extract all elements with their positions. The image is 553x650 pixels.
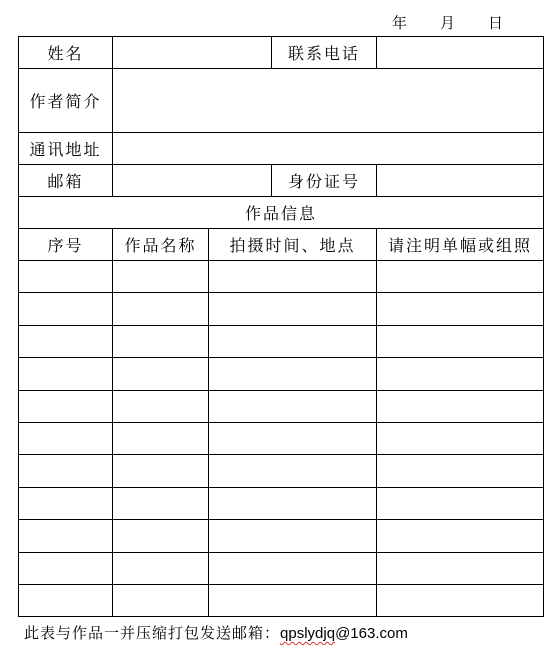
work-type-cell[interactable] bbox=[377, 358, 544, 390]
email-label: 邮箱 bbox=[19, 165, 113, 197]
works-header-index: 序号 bbox=[19, 229, 113, 261]
day-label: 日 bbox=[488, 14, 505, 32]
address-field[interactable] bbox=[113, 133, 544, 165]
work-index-cell[interactable] bbox=[19, 261, 113, 293]
work-title-cell[interactable] bbox=[113, 325, 209, 357]
work-type-cell[interactable] bbox=[377, 520, 544, 552]
year-label: 年 bbox=[392, 14, 409, 32]
work-type-cell[interactable] bbox=[377, 293, 544, 325]
bio-field[interactable] bbox=[113, 69, 544, 133]
phone-field[interactable] bbox=[377, 37, 544, 69]
footer-email-user: qpslydjq bbox=[280, 625, 336, 642]
name-field[interactable] bbox=[113, 37, 272, 69]
month-label: 月 bbox=[440, 14, 457, 32]
work-index-cell[interactable] bbox=[19, 584, 113, 616]
work-row bbox=[19, 520, 544, 552]
work-title-cell[interactable] bbox=[113, 422, 209, 454]
work-title-cell[interactable] bbox=[113, 390, 209, 422]
work-row bbox=[19, 552, 544, 584]
footer-text: 此表与作品一并压缩打包发送邮箱： bbox=[24, 624, 281, 642]
works-header-time-place: 拍摄时间、地点 bbox=[209, 229, 377, 261]
id-number-field[interactable] bbox=[377, 165, 544, 197]
submission-form-table bbox=[18, 36, 544, 617]
work-title-cell[interactable] bbox=[113, 487, 209, 519]
work-type-cell[interactable] bbox=[377, 325, 544, 357]
work-title-cell[interactable] bbox=[113, 293, 209, 325]
footer-note bbox=[24, 622, 408, 643]
work-time-place-cell[interactable] bbox=[209, 520, 377, 552]
work-title-cell[interactable] bbox=[113, 358, 209, 390]
date-line bbox=[380, 12, 520, 34]
work-title-cell[interactable] bbox=[113, 552, 209, 584]
work-time-place-cell[interactable] bbox=[209, 584, 377, 616]
work-title-cell[interactable] bbox=[113, 261, 209, 293]
work-index-cell[interactable] bbox=[19, 455, 113, 487]
work-time-place-cell[interactable] bbox=[209, 293, 377, 325]
phone-label: 联系电话 bbox=[272, 37, 377, 69]
name-label: 姓名 bbox=[19, 37, 113, 69]
footer-email-domain: @163.com bbox=[335, 625, 408, 642]
work-title-cell[interactable] bbox=[113, 455, 209, 487]
work-type-cell[interactable] bbox=[377, 261, 544, 293]
work-index-cell[interactable] bbox=[19, 358, 113, 390]
work-index-cell[interactable] bbox=[19, 487, 113, 519]
work-row bbox=[19, 584, 544, 616]
work-time-place-cell[interactable] bbox=[209, 261, 377, 293]
work-title-cell[interactable] bbox=[113, 520, 209, 552]
work-row bbox=[19, 261, 544, 293]
work-row bbox=[19, 422, 544, 454]
work-index-cell[interactable] bbox=[19, 390, 113, 422]
work-type-cell[interactable] bbox=[377, 584, 544, 616]
works-header-title: 作品名称 bbox=[113, 229, 209, 261]
bio-label: 作者简介 bbox=[19, 69, 113, 133]
work-row bbox=[19, 390, 544, 422]
work-index-cell[interactable] bbox=[19, 520, 113, 552]
work-row bbox=[19, 487, 544, 519]
works-header-type: 请注明单幅或组照 bbox=[377, 229, 544, 261]
work-index-cell[interactable] bbox=[19, 422, 113, 454]
works-rows bbox=[19, 261, 544, 617]
work-index-cell[interactable] bbox=[19, 293, 113, 325]
work-row bbox=[19, 358, 544, 390]
work-row bbox=[19, 455, 544, 487]
work-time-place-cell[interactable] bbox=[209, 552, 377, 584]
work-type-cell[interactable] bbox=[377, 455, 544, 487]
work-row bbox=[19, 325, 544, 357]
work-time-place-cell[interactable] bbox=[209, 358, 377, 390]
work-index-cell[interactable] bbox=[19, 325, 113, 357]
work-title-cell[interactable] bbox=[113, 584, 209, 616]
work-type-cell[interactable] bbox=[377, 422, 544, 454]
work-time-place-cell[interactable] bbox=[209, 422, 377, 454]
work-row bbox=[19, 293, 544, 325]
work-time-place-cell[interactable] bbox=[209, 455, 377, 487]
email-field[interactable] bbox=[113, 165, 272, 197]
work-index-cell[interactable] bbox=[19, 552, 113, 584]
work-type-cell[interactable] bbox=[377, 390, 544, 422]
works-section-title: 作品信息 bbox=[19, 197, 544, 229]
id-number-label: 身份证号 bbox=[272, 165, 377, 197]
work-time-place-cell[interactable] bbox=[209, 487, 377, 519]
address-label: 通讯地址 bbox=[19, 133, 113, 165]
work-type-cell[interactable] bbox=[377, 487, 544, 519]
work-time-place-cell[interactable] bbox=[209, 390, 377, 422]
work-type-cell[interactable] bbox=[377, 552, 544, 584]
work-time-place-cell[interactable] bbox=[209, 325, 377, 357]
